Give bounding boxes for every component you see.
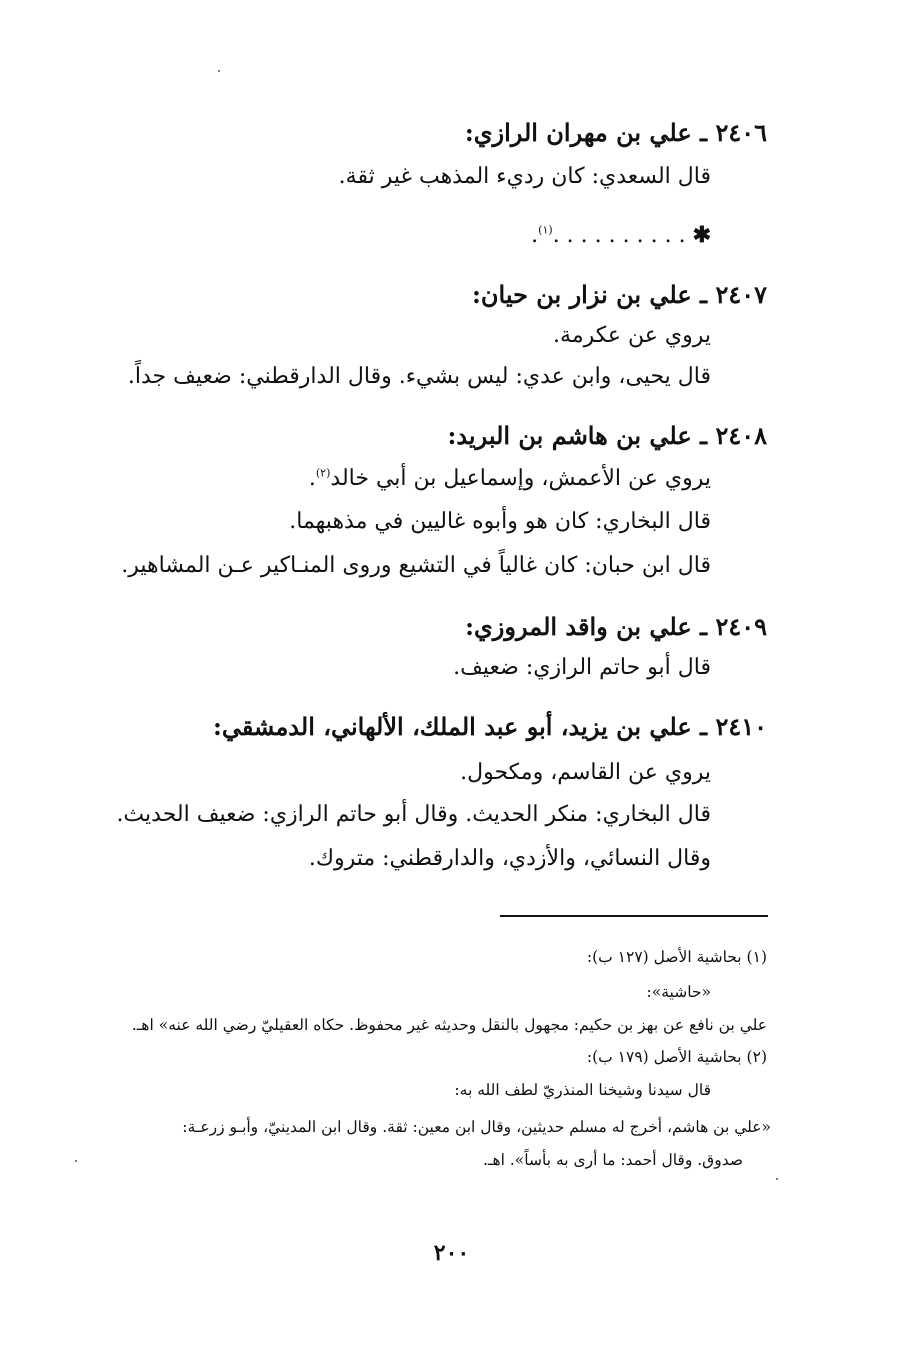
entry-line: وقال النسائي، والأزدي، والدارقطني: متروك. [308,846,711,871]
entry-line: قال يحيى، وابن عدي: ليس بشيء. وقال الدارقطني: ضعيف جداً. [127,364,711,389]
entry-heading-2407: ٢٤٠٧ ـ علي بن نزار بن حيان: [472,280,767,309]
entry-line: يروي عن القاسم، ومكحول. [460,760,711,785]
scan-speck [75,1160,77,1162]
scan-speck [776,1178,778,1180]
footnote-ref-1: (١) [538,223,553,237]
footnote-line: صدوق. وقال أحمد: ما أرى به بأساً». اهـ. [483,1151,743,1169]
footnote-line: «حاشية»: [646,983,711,1001]
scan-speck [218,70,220,72]
entry-heading-2409: ٢٤٠٩ ـ علي بن واقد المروزي: [465,612,767,641]
asterisk-icon: ✱ [692,222,711,248]
entry-line-text: يروي عن الأعمش، وإسماعيل بن أبي خالد [330,466,711,491]
footnote-line: علي بن نافع عن بهز بن حكيم: مجهول بالنقل وحديثه غير محفوظ. حكاه العقيليّ رضي الله عنه» اهـ. [131,1016,767,1034]
footnote-separator [500,915,768,917]
footnote-line: قال سيدنا وشيخنا المنذريّ لطف الله به: [454,1081,711,1099]
page-number: ٢٠٠ [433,1240,470,1266]
entry-line: يروي عن الأعمش، وإسماعيل بن أبي خالد$^{(٢)}$. [308,466,711,491]
entry-heading-2406: ٢٤٠٦ ـ علي بن مهران الرازي: [464,118,767,147]
ellipsis-line: ✱ . . . . . . . . . .$^{(١)}$. [531,222,711,248]
entry-line: قال السعدي: كان رديء المذهب غير ثقة. [338,164,711,189]
ellipsis-dots: . . . . . . . . . . [552,223,686,248]
footnote-label-2: (٢) بحاشية الأصل (١٧٩ ب): [586,1048,767,1066]
entry-line: يروي عن عكرمة. [553,323,711,348]
entry-heading-2410: ٢٤١٠ ـ علي بن يزيد، أبو عبد الملك، الألهاني، الدمشقي: [213,712,767,741]
footnote-label-1: (١) بحاشية الأصل (١٢٧ ب): [586,948,767,966]
entry-line: قال أبو حاتم الرازي: ضعيف. [453,655,711,680]
footnote-ref-2: (٢) [315,466,331,480]
entry-line: قال البخاري: منكر الحديث. وقال أبو حاتم الرازي: ضعيف الحديث. [116,802,711,827]
entry-line: قال البخاري: كان هو وأبوه غاليين في مذهبهما. [289,509,711,534]
footnote-line: «علي بن هاشم، أخرج له مسلم حديثين، وقال ابن معين: ثقة. وقال ابن المدينيّ، وأبـو زرعـة: [182,1118,771,1136]
entry-heading-2408: ٢٤٠٨ ـ علي بن هاشم بن البريد: [447,421,767,450]
entry-line: قال ابن حبان: كان غالياً في التشيع وروى المنـاكير عـن المشاهير. [121,553,711,578]
